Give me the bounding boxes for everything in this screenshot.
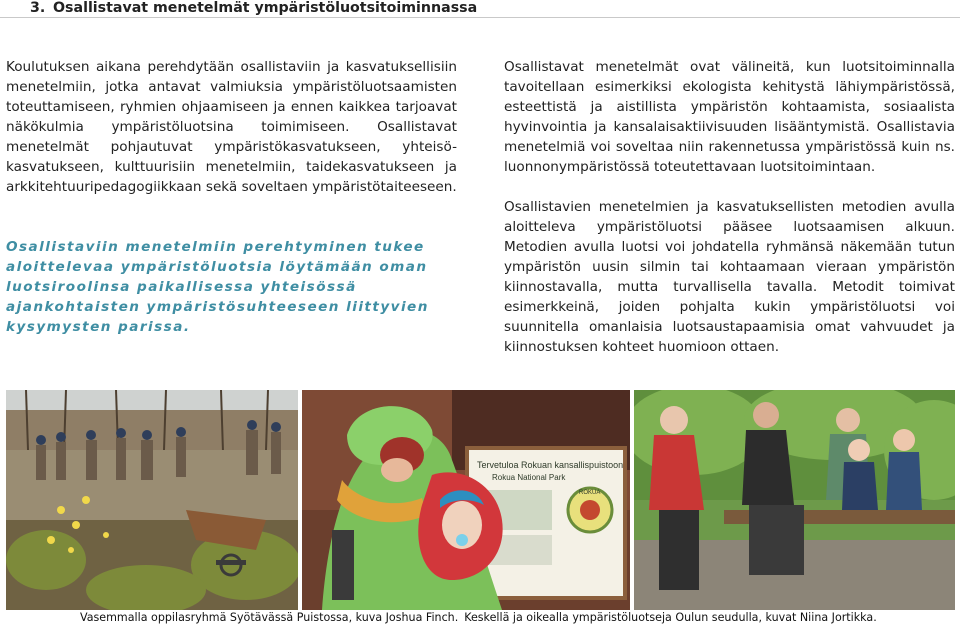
photo-guide-with-baby xyxy=(302,390,630,610)
guide-photo-illustration xyxy=(302,390,630,610)
sign-badge-text: ROKUA xyxy=(579,490,601,496)
section-number: 3. xyxy=(30,0,46,16)
left-column xyxy=(6,57,457,197)
photo-school-group-garden xyxy=(6,390,298,610)
methods-paragraph-1: Osallistavat menetelmät ovat välineitä, kun luotsitoiminnalla tavoitellaan esimerkiksi ekologista kehitystä lähiympäristössä, esteettistä ja aistillista ympäristön kohtaamista, sosiaalista hyvinvointia ja kansalaisaktiivisuuden lisääntymistä. Osallistavia menetelmiä voi soveltaa niin rakennetussa ympäristössä kuin ns. luonnonympäristössä toteutettavaan luotsitoimintaan. xyxy=(504,59,955,175)
intro-paragraph: Koulutuksen aikana perehdytään osallistaviin ja kasvatuksellisiin menetelmiin, jotka antavat valmiuksia ympäristöluotsaamisten toteuttamiseen, ryhmien ohjaamiseen ja ennen kaikkea tarjoavat näkökulmia ympäristöluotsina toimimiseen. Osallistavat menetelmät pohjautuvat ympäristökasvatukseen, yhteisö-kasvatukseen, kulttuurisiin menetelmiin, taidekasvatukseen ja arkkitehtuuripedagogiikkaan sekä soveltaen ympäristötaiteeseen. xyxy=(6,59,457,195)
garden-photo-illustration xyxy=(6,390,298,610)
section-title: Osallistavat menetelmät ympäristöluotsitoiminnassa xyxy=(53,0,478,16)
highlight-quote: Osallistaviin menetelmiin perehtyminen tukee aloittelevaa ympäristöluotsia löytämään oman luotsiroolinsa paikallisessa yhteisössä ajankohtaisten ympäristösuhteeseen liittyvien kysymysten parissa. xyxy=(6,239,429,335)
caption-right: Keskellä ja oikealla ympäristöluotseja Oulun seudulla, kuvat Niina Jortikka. xyxy=(464,611,877,624)
sign-subtitle: Rokua National Park xyxy=(492,473,566,482)
methods-paragraph-2: Osallistavien menetelmien ja kasvatuksellisten metodien avulla aloitteleva ympäristöluotsi pääsee luotsaamisen alkuun. Metodien avulla luotsi voi johdatella ryhmänsä näkemään tutun ympäristön uusin silmin tai kohtaamaan vieraan ympäristön kiinnostavalla, mutta turvallisella tavalla. Metodit toimivat esimerkkeinä, joiden pohjalta kukin ympäristöluotsi voi suunnitella omanlaisia luotsaustapaamisia omat vahvuudet ja kiinnostuksen kohteet huomioon ottaen. xyxy=(504,199,955,355)
bench-photo-illustration xyxy=(634,390,955,610)
sign-title: Tervetuloa Rokuan kansallispuistoon xyxy=(477,460,624,470)
caption-left: Vasemmalla oppilasryhmä Syötävässä Puistossa, kuva Joshua Finch. xyxy=(80,611,459,624)
photo-guides-on-bench xyxy=(634,390,955,610)
section-heading xyxy=(0,0,960,18)
photo-caption xyxy=(80,610,940,626)
right-column xyxy=(504,57,955,357)
